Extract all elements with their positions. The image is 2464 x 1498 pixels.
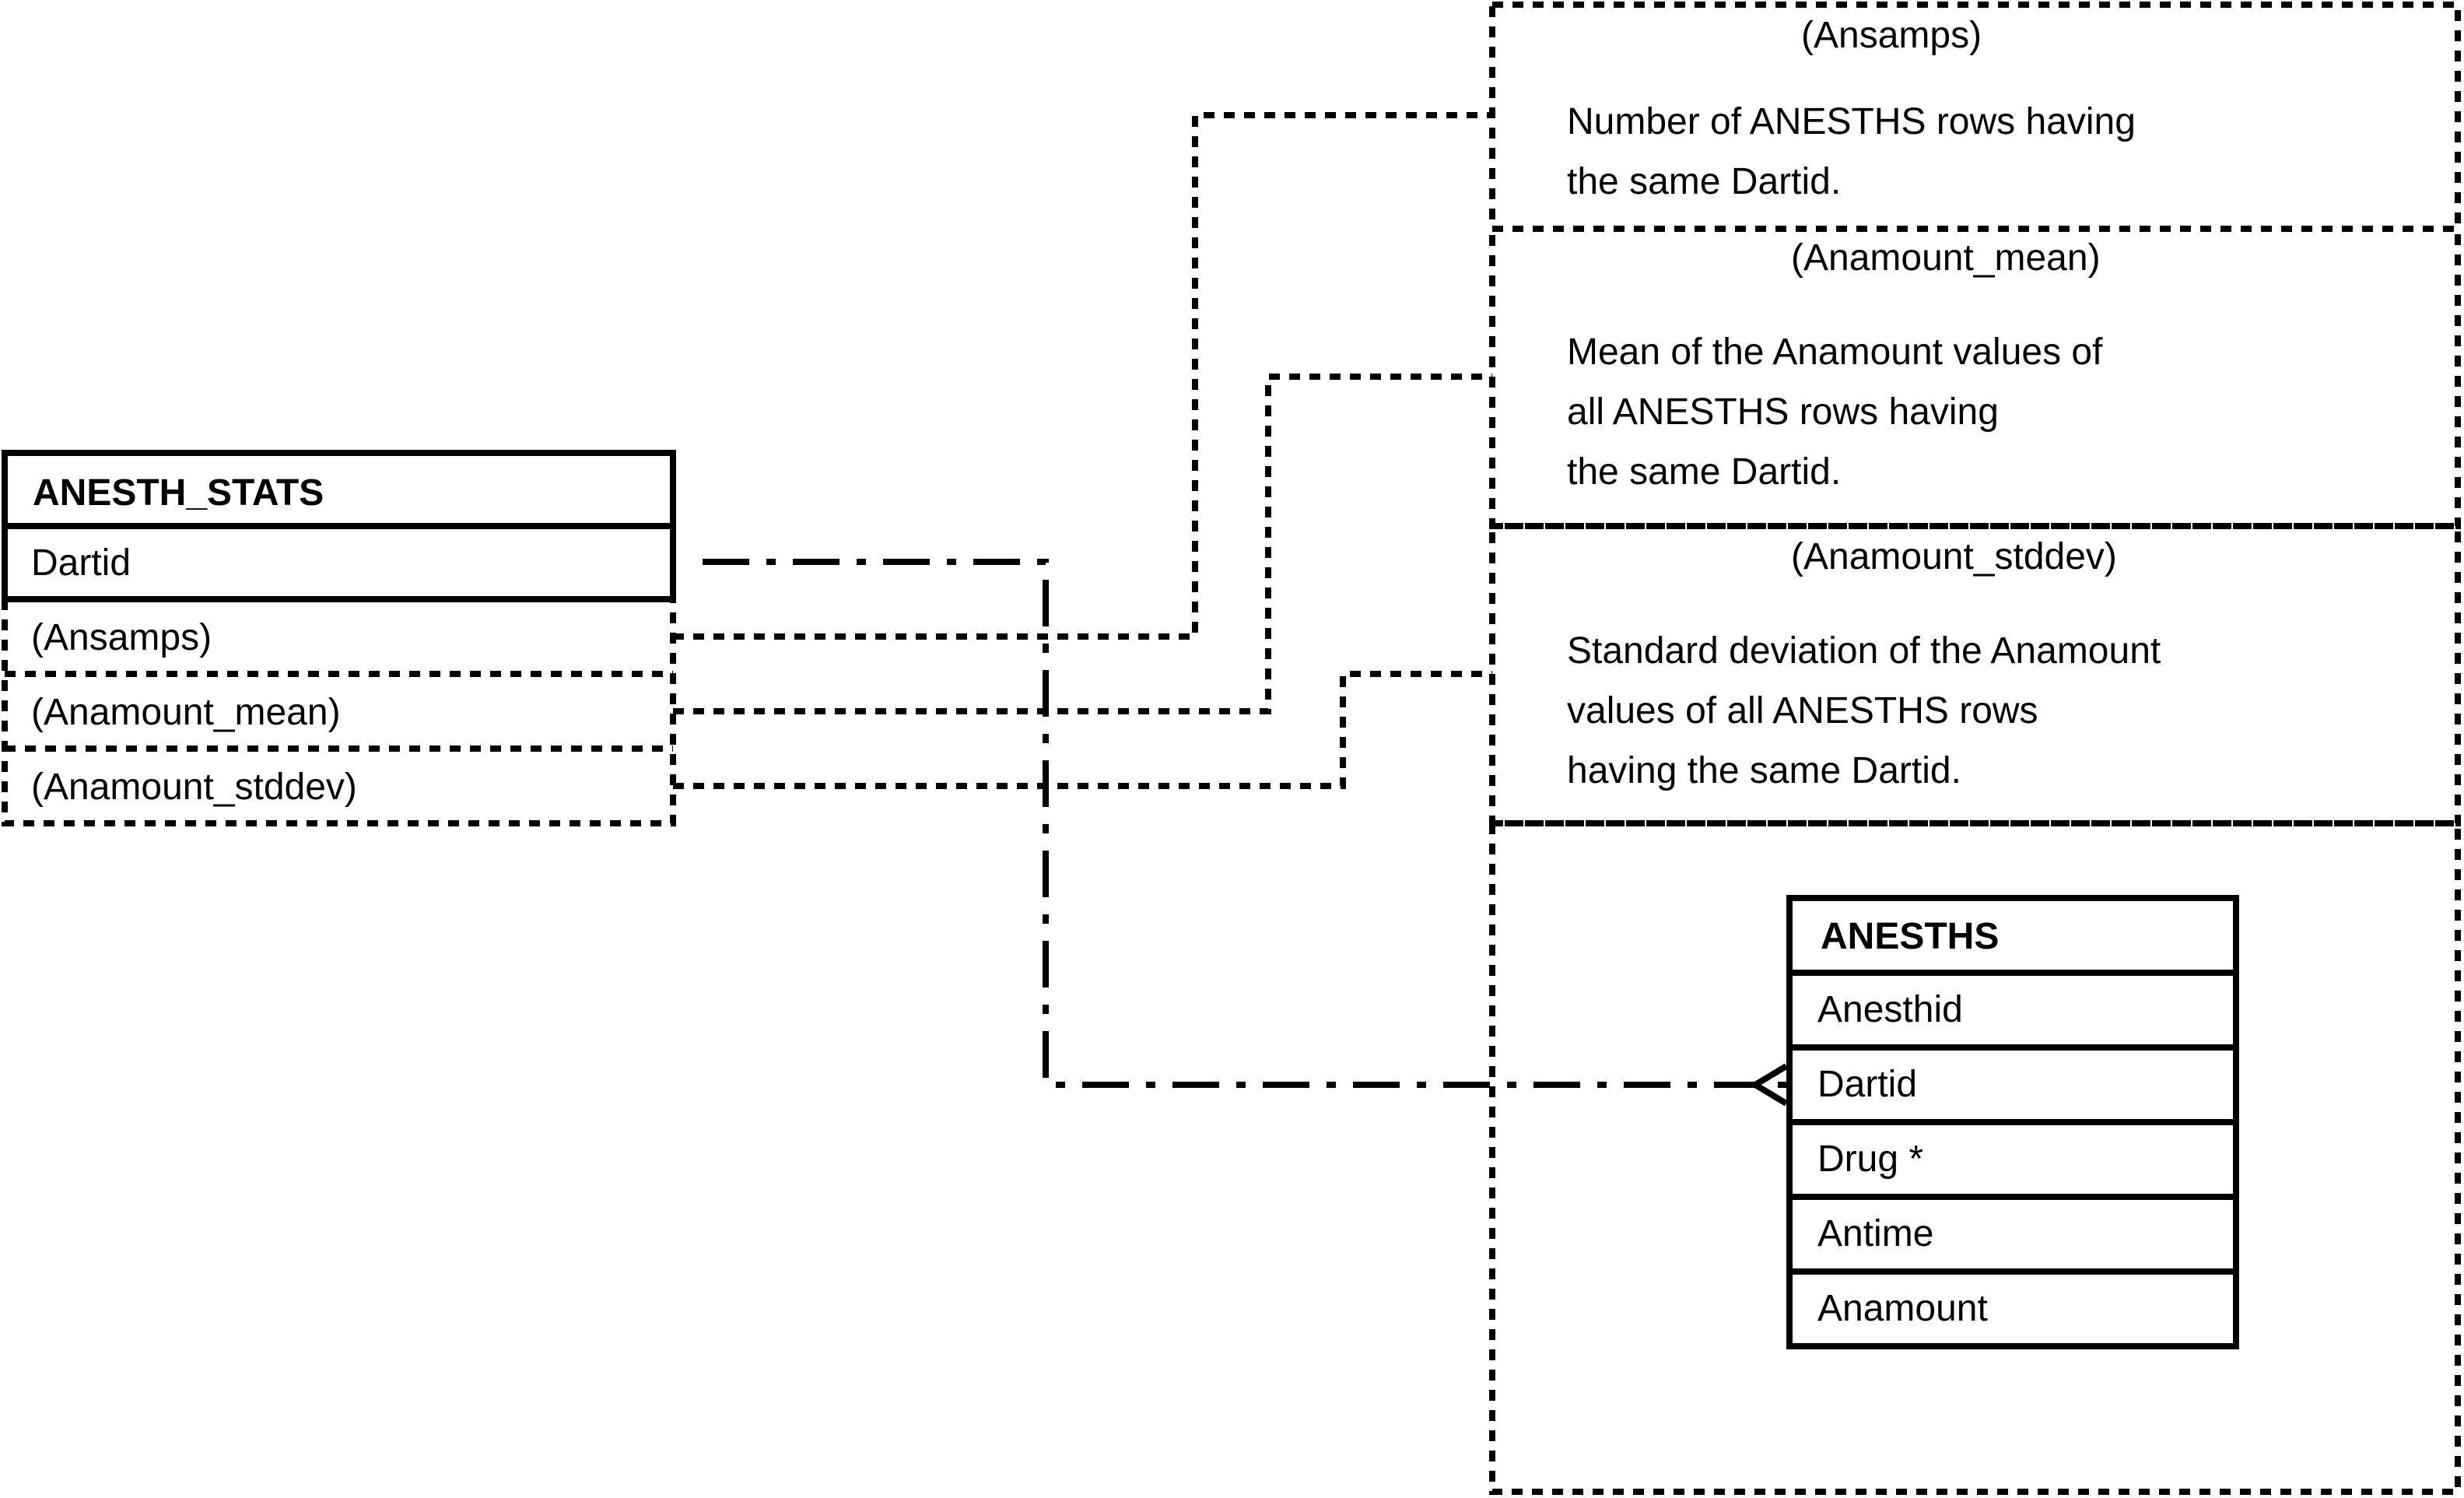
anesths-field-drug: Drug * [1817,1138,1924,1180]
anesths-field-dartid: Dartid [1817,1064,1918,1105]
description-text-ansamps: Number of ANESTHS rows having the same Dartid. [1567,101,2136,202]
anesths-field-anamount: Anamount [1817,1288,1988,1329]
derived-field-anamount-stddev: (Anamount_stddev) [31,767,357,808]
connector-ansamps [673,115,1492,637]
connector-anamount-mean [673,377,1492,711]
description-heading-anamount-mean: (Anamount_mean) [1791,237,2101,279]
connector-anamount-stddev [673,674,1492,786]
anesth-stats-title: ANESTH_STATS [33,472,324,514]
description-heading-anamount-stddev: (Anamount_stddev) [1791,536,2117,577]
description-heading-ansamps: (Ansamps) [1801,15,1982,56]
derived-field-anamount-mean: (Anamount_mean) [31,692,341,733]
derived-field-ansamps: (Ansamps) [31,617,212,658]
anesths-field-antime: Antime [1817,1213,1934,1254]
anesths-title: ANESTHS [1821,916,2000,957]
anesth-stats-key-field: Dartid [31,542,131,584]
description-text-anamount-mean: Mean of the Anamount values of all ANESTHS rows having the same Dartid. [1567,332,2103,493]
anesths-field-anesthid: Anesthid [1817,989,1963,1030]
description-text-anamount-stddev: Standard deviation of the Anamount values of all ANESTHS rows having the same Dartid. [1567,630,2161,791]
